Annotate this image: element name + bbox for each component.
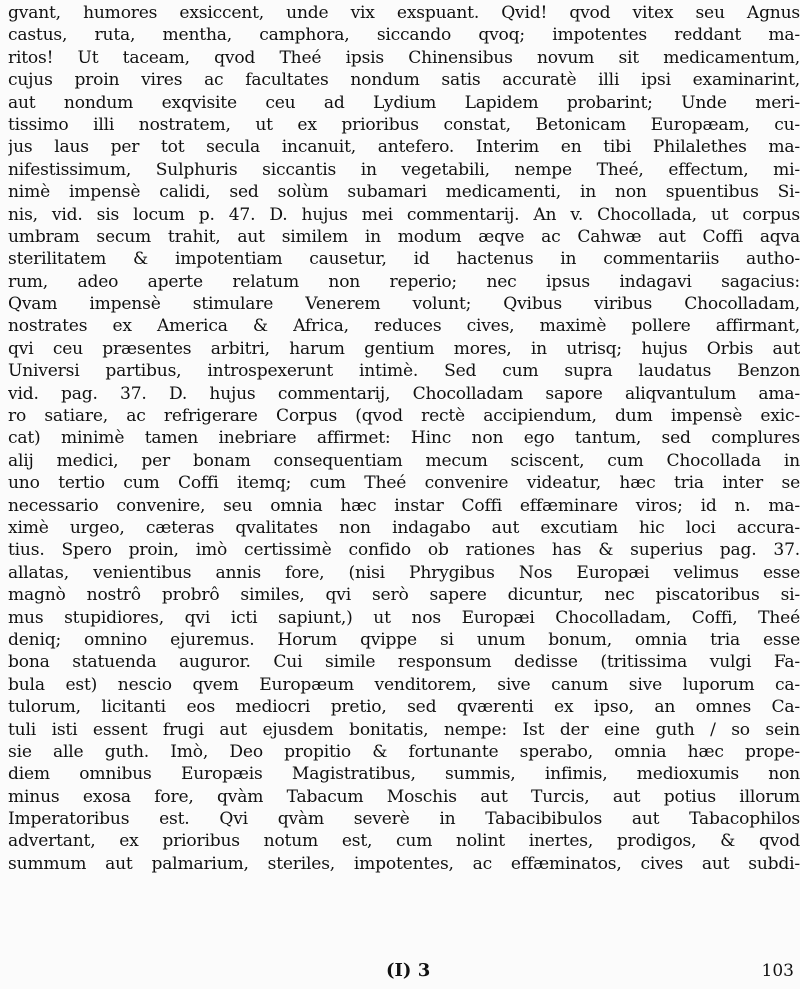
text-line: bula est) nescio qvem Europæum venditorem, sive canum sive luporum ca- [8, 674, 800, 695]
text-line: qvi ceu præsentes arbitri, harum gentium mores, in utrisq; hujus Orbis aut [8, 338, 800, 359]
text-line: deniq; omnino ejuremus. Horum qvippe si unum bonum, omnia tria esse [8, 629, 800, 650]
text-line: ximè urgeo, cæteras qvalitates non indagabo aut excutiam hic loci accura- [8, 517, 800, 538]
text-line: nostrates ex America & Africa, reduces cives, maximè pollere affirmant, [8, 316, 800, 337]
signature-mark: (I) 3 [386, 960, 431, 981]
text-line: allatas, venientibus annis fore, (nisi Phrygibus Nos Europæi velimus esse [8, 562, 800, 583]
body-text [8, 2, 800, 875]
text-line: gvant, humores exsiccent, unde vix exspuant. Qvid! qvod vitex seu Agnus [8, 3, 800, 23]
text-line: tius. Spero proin, imò certissimè confido ob rationes has & superius pag. 37. [8, 540, 800, 561]
text-line: Universi partibus, introspexerunt intimè. Sed cum supra laudatus Benzon [8, 361, 800, 382]
text-line: advertant, ex prioribus notum est, cum nolint inertes, prodigos, & qvod [8, 831, 800, 852]
text-line: mus stupidiores, qvi icti sapiunt,) ut nos Europæi Chocolladam, Coffi, Theé [8, 607, 800, 628]
text-line: umbram secum trahit, aut similem in modum æqve ac Cahwæ aut Coffi aqva [8, 226, 800, 247]
text-line: nis, vid. sis locum p. 47. D. hujus mei commentarij. An v. Chocollada, ut corpus [8, 204, 800, 225]
text-line: cat) minimè tamen inebriare affirmet: Hinc non ego tantum, sed complures [8, 428, 800, 449]
text-line: minus exosa fore, qvàm Tabacum Moschis aut Turcis, aut potius illorum [8, 786, 800, 807]
text-line: summum aut palmarium, steriles, impotentes, ac effæminatos, cives aut subdi- [8, 853, 800, 874]
text-line: magnò nostrô probrô similes, qvi serò sapere dicuntur, nec piscatoribus si- [8, 585, 800, 606]
text-line: cujus proin vires ac facultates nondum satis accuratè illi ipsi examinarint, [8, 70, 800, 91]
page-number: 103 [761, 961, 794, 981]
text-line: aut nondum exqvisite ceu ad Lydium Lapidem probarint; Unde meri- [8, 92, 800, 113]
page-footer [0, 958, 800, 988]
text-line: vid. pag. 37. D. hujus commentarij, Chocolladam sapore aliqvantulum ama- [8, 383, 800, 404]
text-line: Imperatoribus est. Qvi qvàm severè in Tabacibibulos aut Tabacophilos [8, 809, 800, 830]
text-line: sie alle guth. Imò, Deo propitio & fortunante sperabo, omnia hæc prope- [8, 741, 800, 762]
text-line: ro satiare, ac refrigerare Corpus (qvod rectè accipiendum, dum impensè exic- [8, 406, 800, 427]
text-line: tissimo illi nostratem, ut ex prioribus constat, Betonicam Europæam, cu- [8, 114, 800, 135]
text-line: necessario convenire, seu omnia hæc instar Coffi effæminare viros; id n. ma- [8, 495, 800, 516]
text-line: jus laus per tot secula incanuit, antefero. Interim en tibi Philalethes ma- [8, 137, 800, 158]
text-line: tulorum, licitanti eos mediocri pretio, sed qværenti ex ipso, an omnes Ca- [8, 697, 800, 718]
text-line: castus, ruta, mentha, camphora, siccando qvoq; impotentes reddant ma- [8, 25, 800, 46]
text-line: tuli isti essent frugi aut ejusdem bonitatis, nempe: Ist der eine guth / so sein [8, 719, 800, 740]
text-line: alij medici, per bonam consequentiam mecum sciscent, cum Chocollada in [8, 450, 800, 471]
text-line: rum, adeo aperte relatum non reperio; nec ipsus indagavi sagacius: [8, 271, 800, 292]
text-line: uno tertio cum Coffi itemq; cum Theé convenire videatur, hæc tria inter se [8, 473, 800, 494]
text-line: diem omnibus Europæis Magistratibus, summis, infimis, medioxumis non [8, 764, 800, 785]
text-line: nimè impensè calidi, sed solùm subamari medicamenti, in non spuentibus Si- [8, 182, 800, 203]
text-line: bona statuenda auguror. Cui simile responsum dedisse (tritissima vulgi Fa- [8, 652, 800, 673]
text-line: sterilitatem & impotentiam causetur, id hactenus in commentariis autho- [8, 249, 800, 270]
text-line: Qvam impensè stimulare Venerem volunt; Qvibus viribus Chocolladam, [8, 294, 800, 315]
text-line: nifestissimum, Sulphuris siccantis in vegetabili, nempe Theé, effectum, mi- [8, 159, 800, 180]
text-line: ritos! Ut taceam, qvod Theé ipsis Chinensibus novum sit medicamentum, [8, 47, 800, 68]
